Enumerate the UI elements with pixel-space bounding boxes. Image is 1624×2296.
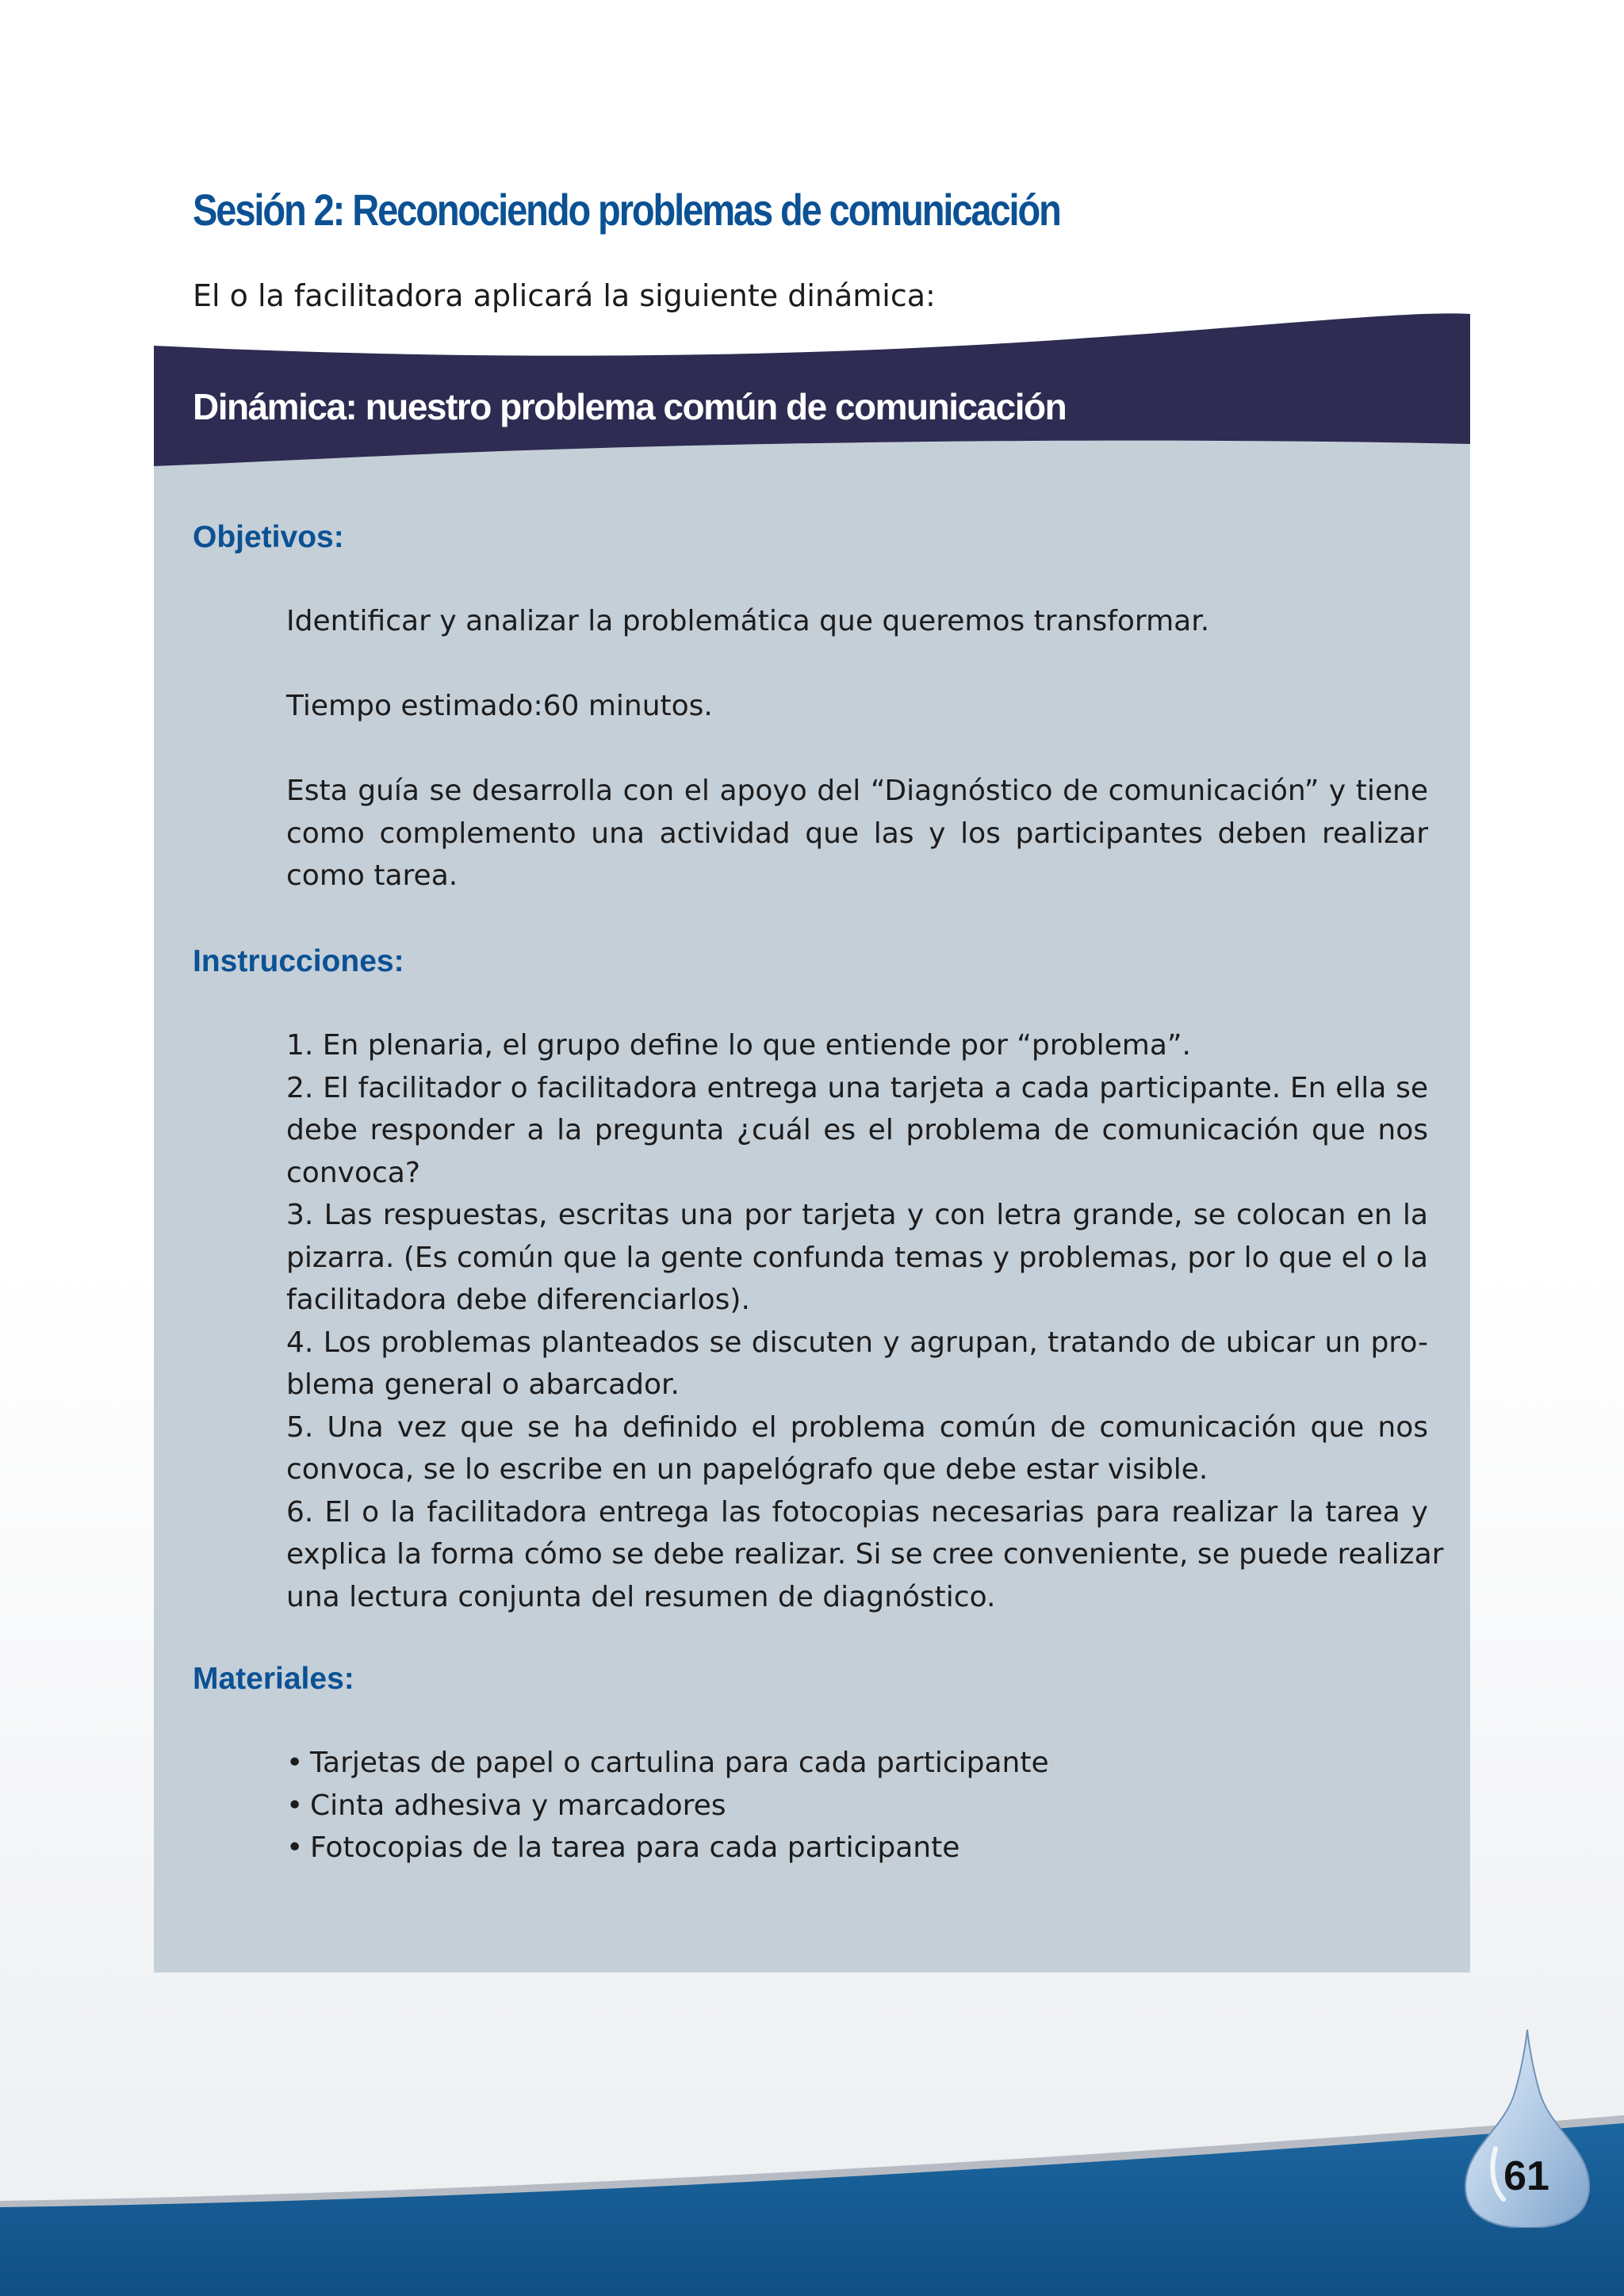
list-item bbox=[286, 1827, 1428, 1869]
guide-paragraph bbox=[286, 770, 1428, 897]
materials-heading: Materiales: bbox=[193, 1662, 354, 1696]
instruction-line: convoca, se lo escribe en un papelógrafo que debe estar visible. bbox=[286, 1453, 1208, 1486]
instruction-line: 6. El o la facilitadora entrega las fotocopias necesarias para realizar la tarea y bbox=[286, 1495, 1428, 1529]
instruction-line: 3. Las respuestas, escritas una por tarjeta y con letra grande, se colocan en la bbox=[286, 1199, 1428, 1231]
instruction-line: pizarra. (Es común que la gente confunda temas y problemas, por lo que el o la bbox=[286, 1241, 1428, 1274]
footer-wave bbox=[0, 2045, 1624, 2296]
bullet-icon: • bbox=[286, 1831, 304, 1864]
guide-line: como complemento una actividad que las y los participantes deben realizar bbox=[286, 817, 1428, 850]
instructions-heading: Instrucciones: bbox=[193, 944, 404, 978]
instruction-line: facilitadora debe diferenciarlos). bbox=[286, 1284, 750, 1316]
estimated-time: Tiempo estimado:60 minutos. bbox=[286, 690, 713, 722]
activity-box bbox=[154, 311, 1470, 1973]
list-item bbox=[286, 1785, 1428, 1827]
guide-line: Esta guía se desarrolla con el apoyo del “Diagnóstico de comunicación” y tiene bbox=[286, 775, 1428, 807]
page-number: 61 bbox=[1503, 2153, 1549, 2199]
list-item bbox=[286, 1742, 1428, 1785]
objective-text: Identificar y analizar la problemática que queremos transformar. bbox=[286, 605, 1210, 637]
instruction-line: 4. Los problemas planteados se discuten y agrupan, tratando de ubicar un pro- bbox=[286, 1326, 1428, 1359]
material-item: Tarjetas de papel o cartulina para cada participante bbox=[310, 1747, 1049, 1779]
instruction-line: blema general o abarcador. bbox=[286, 1368, 680, 1401]
bullet-icon: • bbox=[286, 1747, 304, 1779]
instruction-line: explica la forma cómo se debe realizar. Si se cree conveniente, se puede realizar bbox=[286, 1538, 1444, 1571]
session-title: Sesión 2: Reconociendo problemas de comunicación bbox=[193, 185, 1060, 235]
instructions-list bbox=[286, 1024, 1444, 1618]
instruction-line: 5. Una vez que se ha definido el problema común de comunicación que nos bbox=[286, 1410, 1428, 1444]
guide-line: como tarea. bbox=[286, 859, 458, 892]
objectives-heading: Objetivos: bbox=[193, 520, 344, 554]
bullet-icon: • bbox=[286, 1789, 304, 1822]
instruction-line: una lectura conjunta del resumen de diagnóstico. bbox=[286, 1580, 996, 1613]
instruction-line: debe responder a la pregunta ¿cuál es el problema de comunicación que nos bbox=[286, 1114, 1428, 1146]
material-item: Fotocopias de la tarea para cada participante bbox=[310, 1831, 960, 1864]
instruction-line: 1. En plenaria, el grupo define lo que entiende por “problema”. bbox=[286, 1029, 1191, 1062]
instruction-line: convoca? bbox=[286, 1156, 420, 1189]
page-footer bbox=[0, 2045, 1624, 2296]
activity-title: Dinámica: nuestro problema común de comunicación bbox=[193, 386, 1067, 427]
intro-text: El o la facilitadora aplicará la siguiente dinámica: bbox=[193, 278, 936, 313]
materials-list bbox=[286, 1742, 1428, 1869]
instruction-line: 2. El facilitador o facilitadora entrega una tarjeta a cada participante. En ella se bbox=[286, 1071, 1428, 1104]
material-item: Cinta adhesiva y marcadores bbox=[310, 1789, 726, 1822]
